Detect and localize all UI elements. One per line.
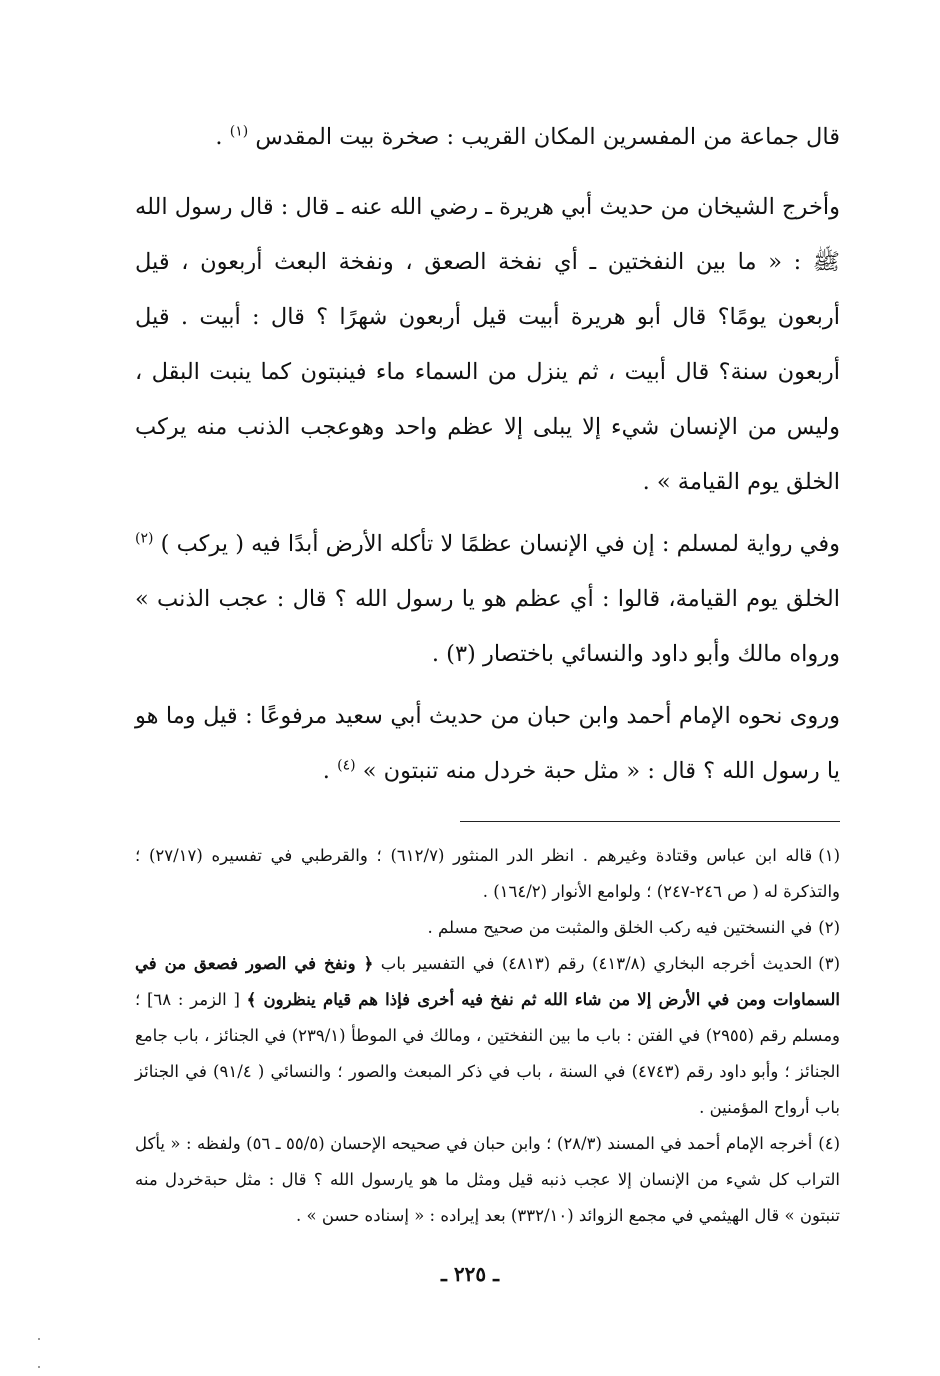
main-paragraph-4: وروى نحوه الإمام أحمد وابن حبان من حديث أبي سعيد مرفوعًا : قيل وما هو يا رسول الله ؟ قال : « مثل حبة خردل منه تنبتون » $^{(٤)}$ . xyxy=(135,703,840,784)
footnote-number: (٢) xyxy=(818,918,840,937)
footnote-1 xyxy=(135,838,840,910)
footnote-4 xyxy=(135,1126,840,1234)
main-paragraph-2: وأخرج الشيخان من حديث أبي هريرة ـ رضي الله عنه ـ قال : قال رسول الله ﷺ : « ما بين النفختين ـ أي نفخة الصعق ، ونفخة البعث أربعون ، قيل أربعون يومًا؟ قال أبو هريرة أبيت قيل أربعون شهرًا ؟ قال : أبيت . قيل أربعون سنة؟ قال أبيت ، ثم ينزل من السماء ماء فينبتون كما ينبت البقل ، وليس من الإنسان شيء إلا يبلى إلا عظم واحد وهوعجب الذنب منه يركب الخلق يوم القيامة » . xyxy=(135,194,840,495)
footnote-ref-1: (١) xyxy=(229,123,249,140)
footnote-ref-4: (٤) xyxy=(337,757,356,774)
page-number: ـ ٢٢٥ ـ xyxy=(441,1262,499,1286)
footnote-2 xyxy=(135,910,840,946)
footnote-number: (٣) xyxy=(818,954,840,973)
scan-speck xyxy=(38,1366,40,1368)
footnote-text: في النسختين فيه ركب الخلق والمثبت من صحيح مسلم . xyxy=(427,918,813,937)
footnote-separator xyxy=(460,821,840,822)
quran-verse: ﴿ ونفخ في الصور فصعق من في السماوات ومن في الأرض إلا من شاء الله ثم نفخ فيه أخرى فإذا هم قيام ينظرون ﴾ xyxy=(135,954,840,1009)
footnotes xyxy=(135,838,840,1234)
footnote-number: (٤) xyxy=(818,1134,841,1153)
footnote-text-cont: [ الزمر : ٦٨] ؛ ومسلم رقم (٢٩٥٥) في الفتن : باب ما بين النفختين ، ومالك في الموطأ (٢٣٩/١) في الجنائز ، باب جامع الجنائز ؛ وأبو داود رقم (٤٧٤٣) في السنة ، باب في ذكر المبعث والصور ؛ والنسائي ( ٩١/٤) في الجنائز باب أرواح المؤمنين . xyxy=(135,990,841,1117)
main-paragraph-3: وفي رواية لمسلم : إن في الإنسان عظمًا لا تأكله الأرض أبدًا فيه ( يركب ) $^{(٢)}$ الخلق يوم القيامة، قالوا : أي عظم هو يا رسول الله ؟ قال : عجب الذنب » ورواه مالك وأبو داود والنسائي باختصار (٣) . xyxy=(135,530,841,667)
scan-speck xyxy=(38,1338,40,1340)
footnote-3 xyxy=(135,946,840,1126)
footnote-text: قاله ابن عباس وقتادة وغيرهم . انظر الدر المنثور (٦١٢/٧) ؛ والقرطبي في تفسيره (٢٧/١٧) ؛ والتذكرة له ( ص ٢٤٦-٢٤٧) ؛ ولوامع الأنوار (١٦٤/٢) . xyxy=(135,846,840,901)
footnote-text: أخرجه الإمام أحمد في المسند (٢٨/٣) ؛ وابن حبان في صحيحه الإحسان (٥٥/٥ ـ ٥٦) ولفظه : « يأكل التراب كل شيء من الإنسان إلا عجب ذنبه قيل ومثل ما هو يارسول الله ؟ قال : مثل حبةخردل منه تنبتون » قال الهيثمي في مجمع الزوائد (٣٣٢/١٠) بعد إيراده : « إسناده حسن » . xyxy=(135,1134,840,1225)
footnote-text: الحديث أخرجه البخاري (٤١٣/٨) رقم (٤٨١٣) في التفسير باب xyxy=(373,954,813,973)
footnote-number: (١) xyxy=(818,846,841,865)
main-paragraph-1: قال جماعة من المفسرين المكان القريب : صخرة بيت المقدس $^{(١)}$ . xyxy=(215,123,840,150)
footnote-ref-2: (٢) xyxy=(135,530,154,547)
